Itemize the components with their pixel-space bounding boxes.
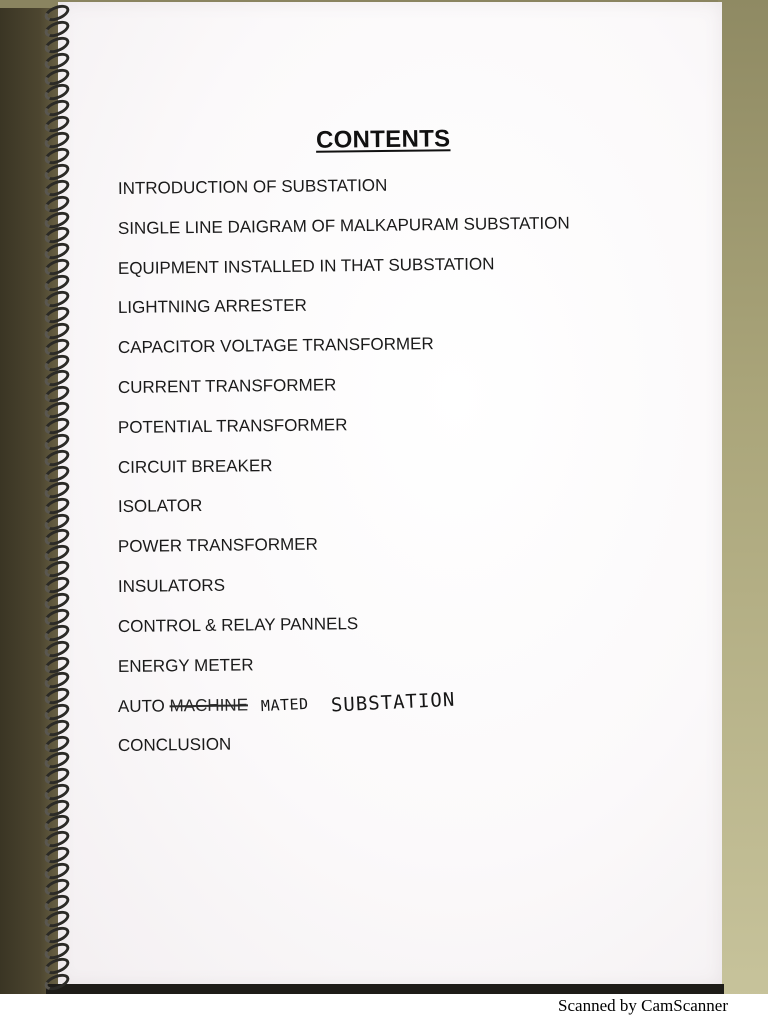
list-item: CONTROL & RELAY PANNELS	[117, 613, 359, 636]
list-item: INTRODUCTION OF SUBSTATION	[117, 175, 388, 198]
list-item: CAPACITOR VOLTAGE TRANSFORMER	[117, 334, 434, 358]
list-item: POWER TRANSFORMER	[117, 534, 318, 557]
handwritten-correction: SUBSTATION	[330, 689, 456, 717]
list-item: ENERGY METER	[117, 654, 254, 676]
backdrop-right	[718, 0, 768, 1000]
list-item: SINGLE LINE DAIGRAM OF MALKAPURAM SUBSTATION	[117, 213, 570, 238]
scanner-watermark: Scanned by CamScanner	[558, 996, 728, 1015]
list-item: CONCLUSION	[117, 734, 232, 756]
list-item: EQUIPMENT INSTALLED IN THAT SUBSTATION	[117, 253, 495, 278]
page-title: CONTENTS	[315, 125, 451, 154]
corrected-list-item	[118, 688, 570, 733]
spiral-binding	[38, 0, 78, 990]
paper-bottom-edge	[46, 984, 724, 994]
list-item: INSULATORS	[117, 575, 226, 596]
contents-list	[118, 176, 570, 773]
typed-prefix: AUTO	[117, 696, 165, 717]
struck-out-word: MACHINE	[169, 695, 249, 716]
list-item: ISOLATOR	[117, 496, 203, 517]
list-item: LIGHTNING ARRESTER	[117, 296, 307, 318]
handwritten-correction: MATED	[260, 695, 309, 716]
list-item: CIRCUIT BREAKER	[117, 455, 273, 477]
list-item: CURRENT TRANSFORMER	[117, 375, 337, 397]
list-item: POTENTIAL TRANSFORMER	[117, 414, 348, 437]
